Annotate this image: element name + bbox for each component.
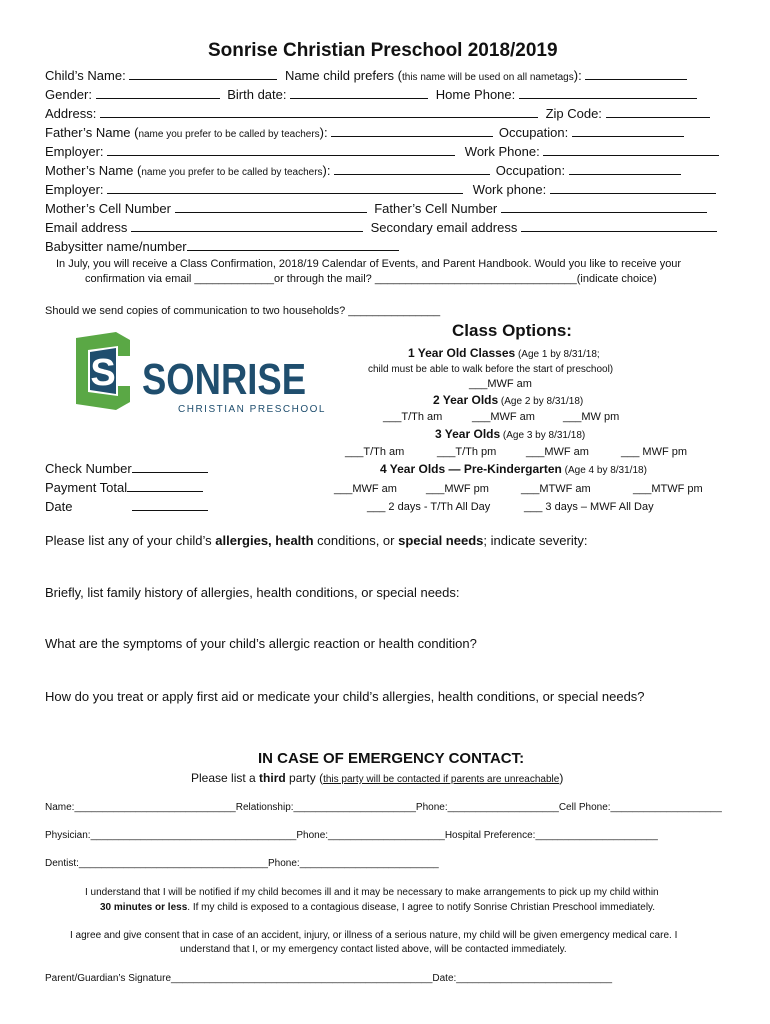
mothers-occupation-field[interactable] bbox=[569, 163, 681, 175]
two-year-option-3[interactable]: ___MW pm bbox=[563, 411, 620, 423]
three-year-option-2[interactable]: ___T/Th pm bbox=[437, 446, 497, 458]
one-year-heading: 1 Year Old Classes (Age 1 by 8/31/18; bbox=[408, 346, 600, 360]
employer2-row: Employer: Work phone: bbox=[45, 182, 716, 197]
address-row: Address: Zip Code: bbox=[45, 106, 710, 121]
allergies-question: Please list any of your child’s allergies, health conditions, or special needs; indicate severity: bbox=[45, 533, 588, 548]
birth-date-field[interactable] bbox=[290, 87, 428, 99]
mothers-name-field[interactable] bbox=[334, 163, 490, 175]
email-row: Email address Secondary email address bbox=[45, 220, 717, 235]
date-field[interactable] bbox=[132, 499, 208, 511]
fathers-employer-field[interactable] bbox=[107, 144, 455, 156]
employer-row: Employer: Work Phone: bbox=[45, 144, 719, 159]
two-year-heading: 2 Year Olds (Age 2 by 8/31/18) bbox=[433, 393, 584, 407]
july-note-line-2: confirmation via email _____________or through the mail? _________________________________(indicate choice) bbox=[85, 273, 657, 285]
fathers-name-field[interactable] bbox=[331, 125, 493, 137]
secondary-email-field[interactable] bbox=[521, 220, 717, 232]
logo-subtitle: CHRISTIAN PRESCHOOL bbox=[178, 404, 326, 415]
dentist-row[interactable]: Dentist:__________________________________Phone:_________________________ bbox=[45, 858, 439, 869]
physician-row[interactable]: Physician:_____________________________________Phone:_____________________Hospital Preference:______________________ bbox=[45, 830, 658, 841]
two-year-option-2[interactable]: ___MWF am bbox=[472, 411, 535, 423]
first-aid-question: How do you treat or apply first aid or medicate your child’s allergies, health conditions, or special needs? bbox=[45, 689, 645, 704]
four-year-heading: 4 Year Olds — Pre-Kindergarten (Age 4 by 8/31/18) bbox=[380, 462, 647, 476]
emergency-contact-row[interactable]: Name:_____________________________Relationship:______________________Phone:____________________Cell Phone:____________________ bbox=[45, 802, 722, 813]
gender-field[interactable] bbox=[96, 87, 220, 99]
zip-code-field[interactable] bbox=[606, 106, 710, 118]
emergency-heading: IN CASE OF EMERGENCY CONTACT: bbox=[258, 750, 525, 767]
payment-total-row: Payment Total bbox=[45, 480, 203, 495]
home-phone-field[interactable] bbox=[519, 87, 697, 99]
four-year-option-2[interactable]: ___MWF pm bbox=[426, 483, 489, 495]
email-field[interactable] bbox=[131, 220, 363, 232]
fathers-work-phone-field[interactable] bbox=[543, 144, 719, 156]
childs-name-row: Child’s Name: Name child prefers (this name will be used on all nametags): bbox=[45, 68, 687, 83]
three-year-heading: 3 Year Olds (Age 3 by 8/31/18) bbox=[435, 427, 586, 441]
three-year-option-3[interactable]: ___MWF am bbox=[526, 446, 589, 458]
page-title: Sonrise Christian Preschool 2018/2019 bbox=[208, 40, 558, 61]
one-year-option[interactable]: ___MWF am bbox=[469, 378, 532, 390]
three-year-option-4[interactable]: ___ MWF pm bbox=[621, 446, 688, 458]
sonrise-logo bbox=[72, 332, 326, 415]
babysitter-field[interactable] bbox=[187, 239, 399, 251]
fathers-cell-field[interactable] bbox=[501, 201, 707, 213]
mothers-employer-field[interactable] bbox=[107, 182, 463, 194]
two-year-option-1[interactable]: ___T/Th am bbox=[383, 411, 443, 423]
consent-paragraph-2-line-1: I agree and give consent that in case of an accident, injury, or illness of a serious nature, my child will be given emergency medical care. I bbox=[70, 930, 678, 941]
mothers-cell-field[interactable] bbox=[175, 201, 367, 213]
fathers-occupation-field[interactable] bbox=[572, 125, 684, 137]
family-history-question: Briefly, list family history of allergies, health conditions, or special needs: bbox=[45, 585, 460, 600]
fathers-name-row: Father’s Name (name you prefer to be called by teachers): Occupation: bbox=[45, 125, 684, 140]
date-row: Date bbox=[45, 499, 208, 514]
preferred-name-field[interactable] bbox=[585, 68, 687, 80]
svg-text:S: S bbox=[90, 352, 116, 394]
four-year-option-1[interactable]: ___MWF am bbox=[334, 483, 397, 495]
emergency-subheading: Please list a third party (this party will be contacted if parents are unreachable) bbox=[191, 771, 564, 785]
babysitter-row: Babysitter name/number bbox=[45, 239, 399, 254]
childs-name-field[interactable] bbox=[129, 68, 277, 80]
cell-row: Mother’s Cell Number Father’s Cell Number bbox=[45, 201, 707, 216]
july-note-line-1: In July, you will receive a Class Confirmation, 2018/19 Calendar of Events, and Parent Handbook. Would you like to receive your bbox=[56, 258, 682, 270]
four-year-option-4[interactable]: ___MTWF pm bbox=[633, 483, 703, 495]
four-year-option-6[interactable]: ___ 3 days – MWF All Day bbox=[524, 501, 654, 513]
address-field[interactable] bbox=[100, 106, 538, 118]
mothers-name-row: Mother’s Name (name you prefer to be called by teachers): Occupation: bbox=[45, 163, 681, 178]
four-year-option-5[interactable]: ___ 2 days - T/Th All Day bbox=[367, 501, 491, 513]
mothers-work-phone-field[interactable] bbox=[550, 182, 716, 194]
three-year-option-1[interactable]: ___T/Th am bbox=[345, 446, 405, 458]
symptoms-question: What are the symptoms of your child’s allergic reaction or health condition? bbox=[45, 636, 477, 651]
check-number-row: Check Number bbox=[45, 461, 208, 476]
logo-wordmark: SONRISE bbox=[142, 355, 306, 404]
class-options-heading: Class Options: bbox=[452, 321, 572, 340]
one-year-note: child must be able to walk before the start of preschool) bbox=[368, 364, 614, 375]
two-households-question: Should we send copies of communication to two households? _______________ bbox=[45, 305, 441, 317]
consent-paragraph-2-line-2: understand that I, or my emergency contact listed above, will be contacted immediately. bbox=[180, 944, 567, 955]
four-year-option-3[interactable]: ___MTWF am bbox=[521, 483, 591, 495]
payment-total-field[interactable] bbox=[127, 480, 203, 492]
signature-row[interactable]: Parent/Guardian’s Signature_______________________________________________Date:____________________________ bbox=[45, 973, 613, 984]
check-number-field[interactable] bbox=[132, 461, 208, 473]
gender-row: Gender: Birth date: Home Phone: bbox=[45, 87, 697, 102]
consent-paragraph-1-line-1: I understand that I will be notified if my child becomes ill and it may be necessary to make arrangements to pick up my child within bbox=[85, 887, 659, 898]
consent-paragraph-1-line-2: 30 minutes or less. If my child is exposed to a contagious disease, I agree to notify Sonrise Christian Preschool immediately. bbox=[100, 902, 656, 913]
